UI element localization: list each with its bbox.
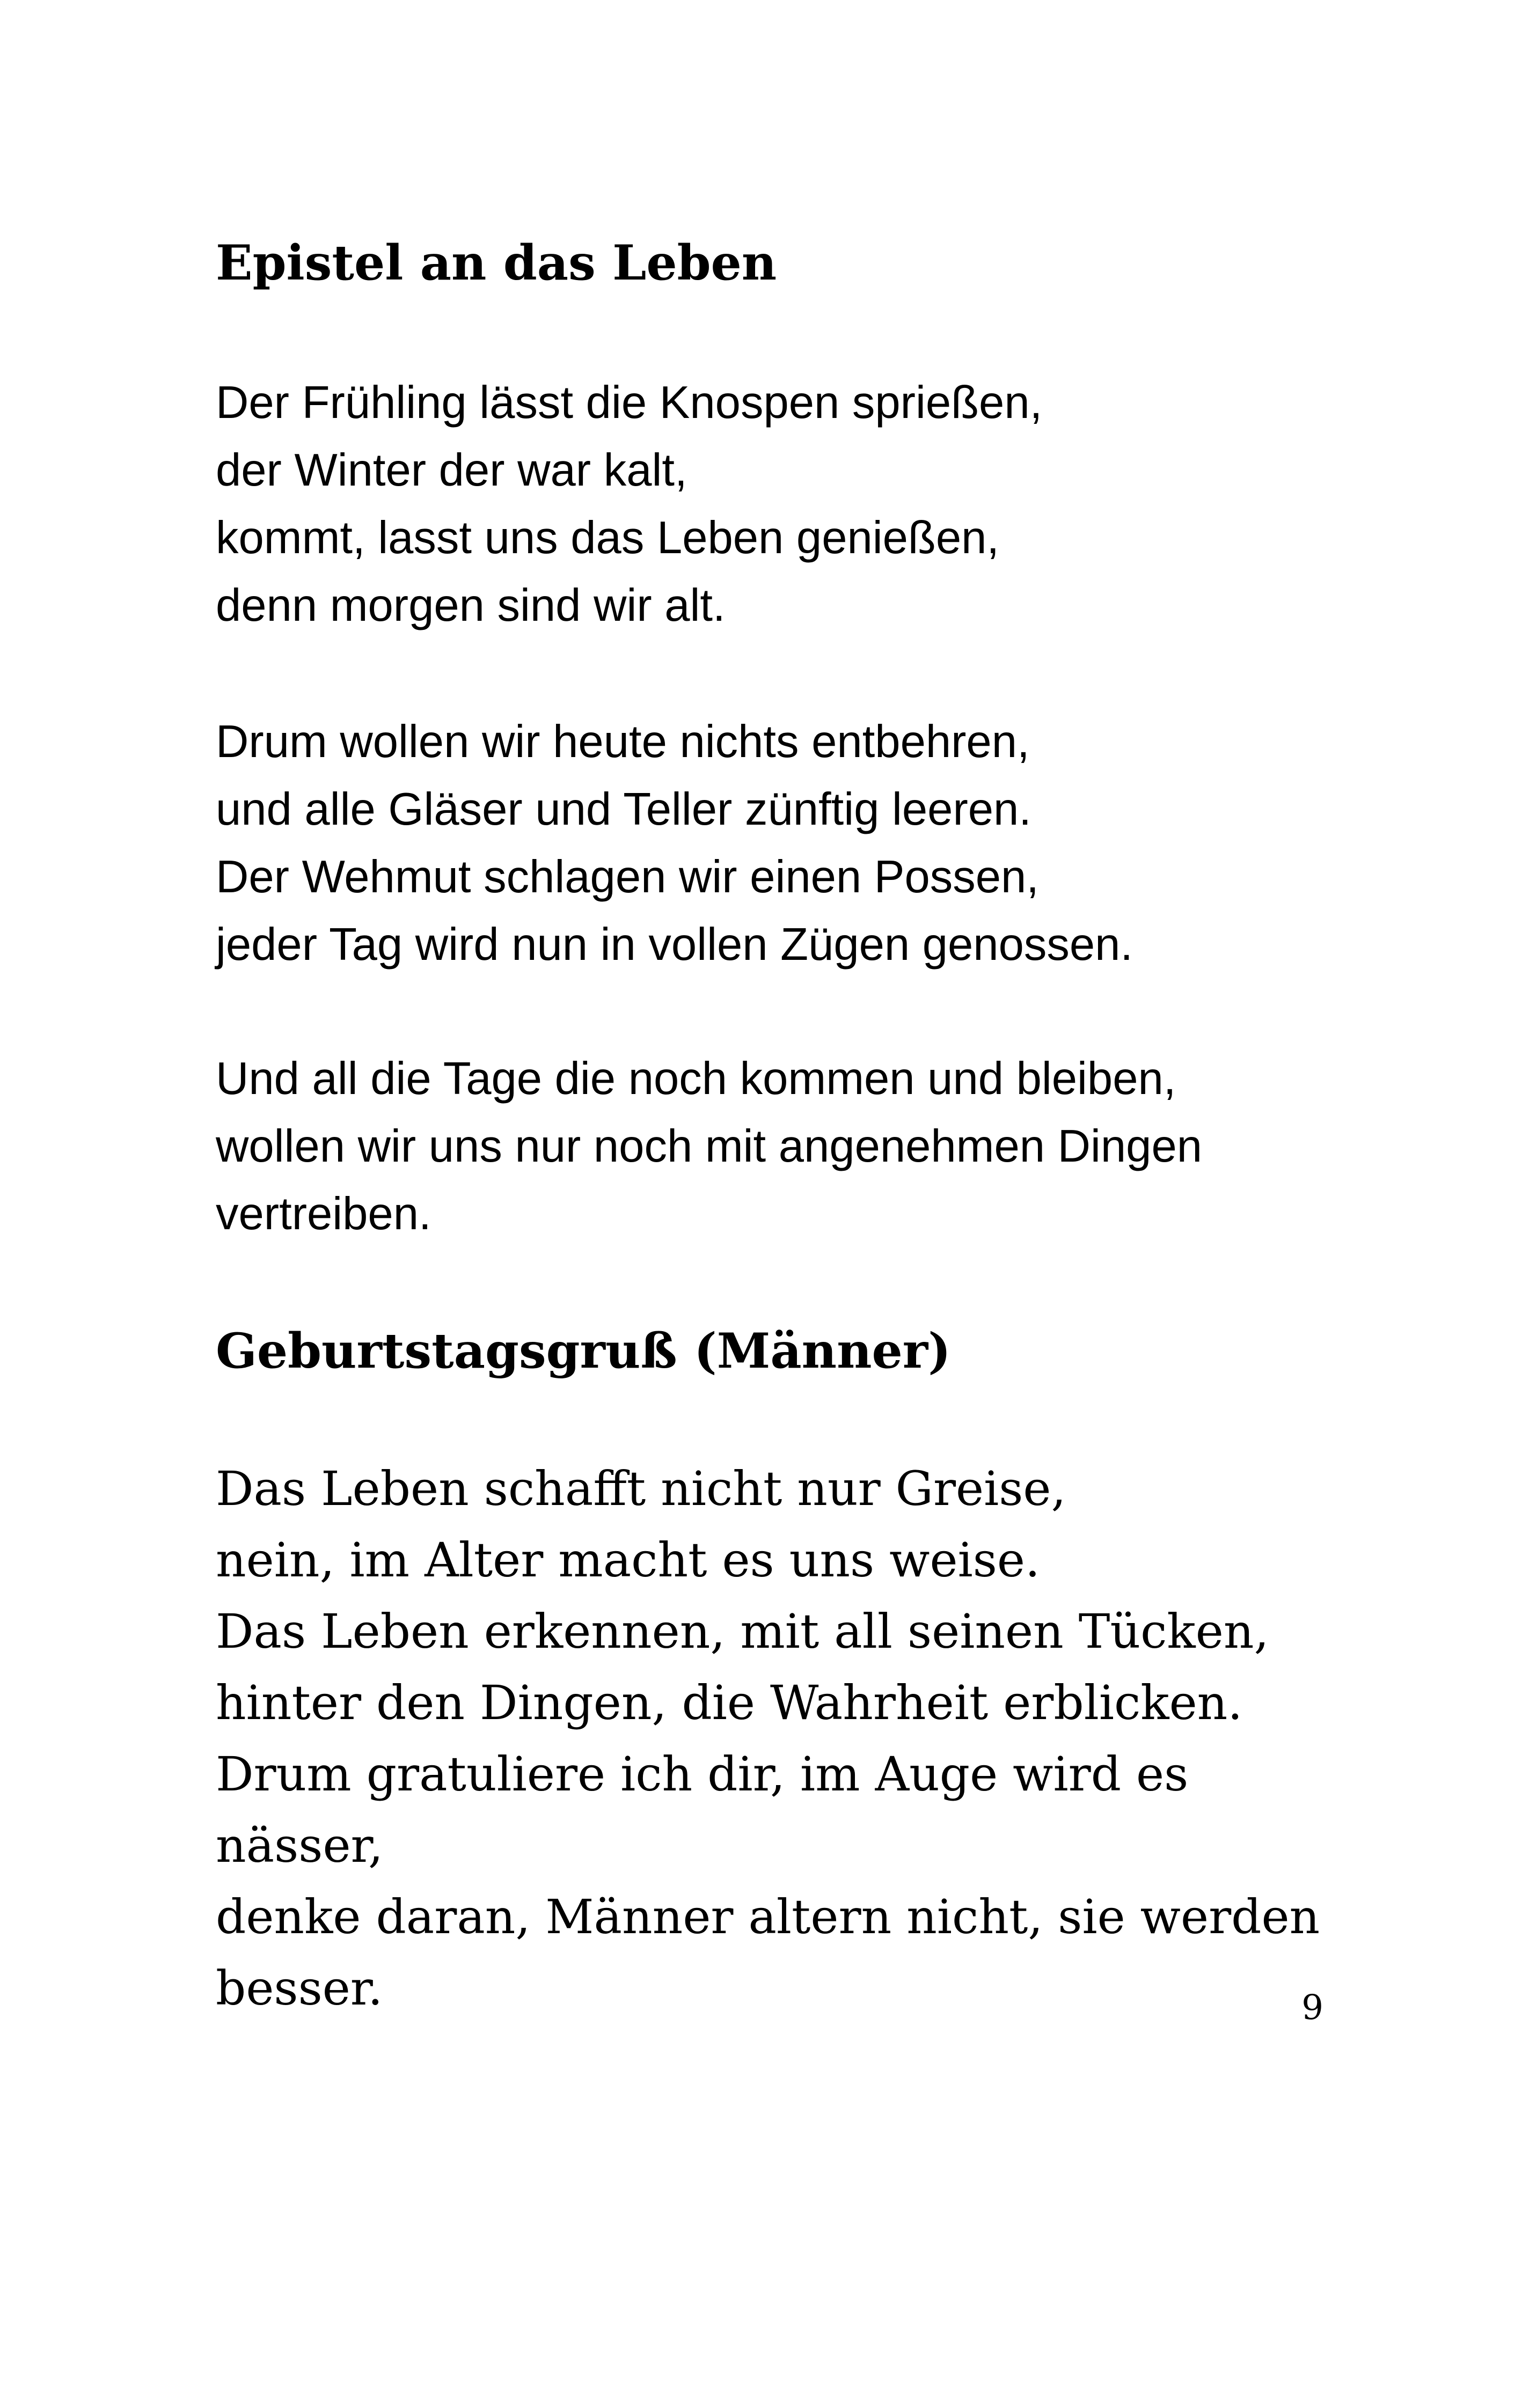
poem-line: denn morgen sind wir alt.	[216, 580, 726, 631]
poem-line: jeder Tag wird nun in vollen Zügen genossen.	[216, 919, 1133, 970]
poem-line: der Winter der war kalt,	[216, 445, 687, 496]
poem-line: nein, im Alter macht es uns weise.	[216, 1532, 1040, 1588]
poem-line: hinter den Dingen, die Wahrheit erblicken.	[216, 1675, 1243, 1730]
poem-geburtstagsgruss	[216, 1453, 1320, 2024]
poem-line: Drum wollen wir heute nichts entbehren,	[216, 716, 1030, 767]
poem-epistel-stanza-3	[216, 1045, 1202, 1248]
poem-line: vertreiben.	[216, 1188, 431, 1239]
poem-title-epistel: Epistel an das Leben	[216, 234, 777, 291]
poem-epistel-stanza-2	[216, 708, 1133, 979]
poem-line: Das Leben schafft nicht nur Greise,	[216, 1461, 1066, 1516]
poem-line: Der Wehmut schlagen wir einen Possen,	[216, 851, 1039, 902]
poem-epistel-stanza-1	[216, 369, 1042, 640]
poem-line: Und all die Tage die noch kommen und bleiben,	[216, 1053, 1176, 1104]
poem-line: und alle Gläser und Teller zünftig leeren.	[216, 784, 1031, 835]
poem-line: Das Leben erkennen, mit all seinen Tücken,	[216, 1604, 1269, 1659]
poem-line: wollen wir uns nur noch mit angenehmen Dingen	[216, 1121, 1203, 1172]
poem-line: nässer,	[216, 1818, 383, 1873]
page-number: 9	[1301, 1988, 1323, 2028]
poem-line: besser.	[216, 1961, 383, 2016]
poem-line: denke daran, Männer altern nicht, sie werden	[216, 1889, 1320, 1944]
poem-line: Der Frühling lässt die Knospen sprießen,	[216, 377, 1043, 428]
poem-title-geburtstagsgruss: Geburtstagsgruß (Männer)	[216, 1323, 951, 1379]
poem-line: kommt, lasst uns das Leben genießen,	[216, 512, 999, 563]
poem-line: Drum gratuliere ich dir, im Auge wird es	[216, 1746, 1189, 1802]
